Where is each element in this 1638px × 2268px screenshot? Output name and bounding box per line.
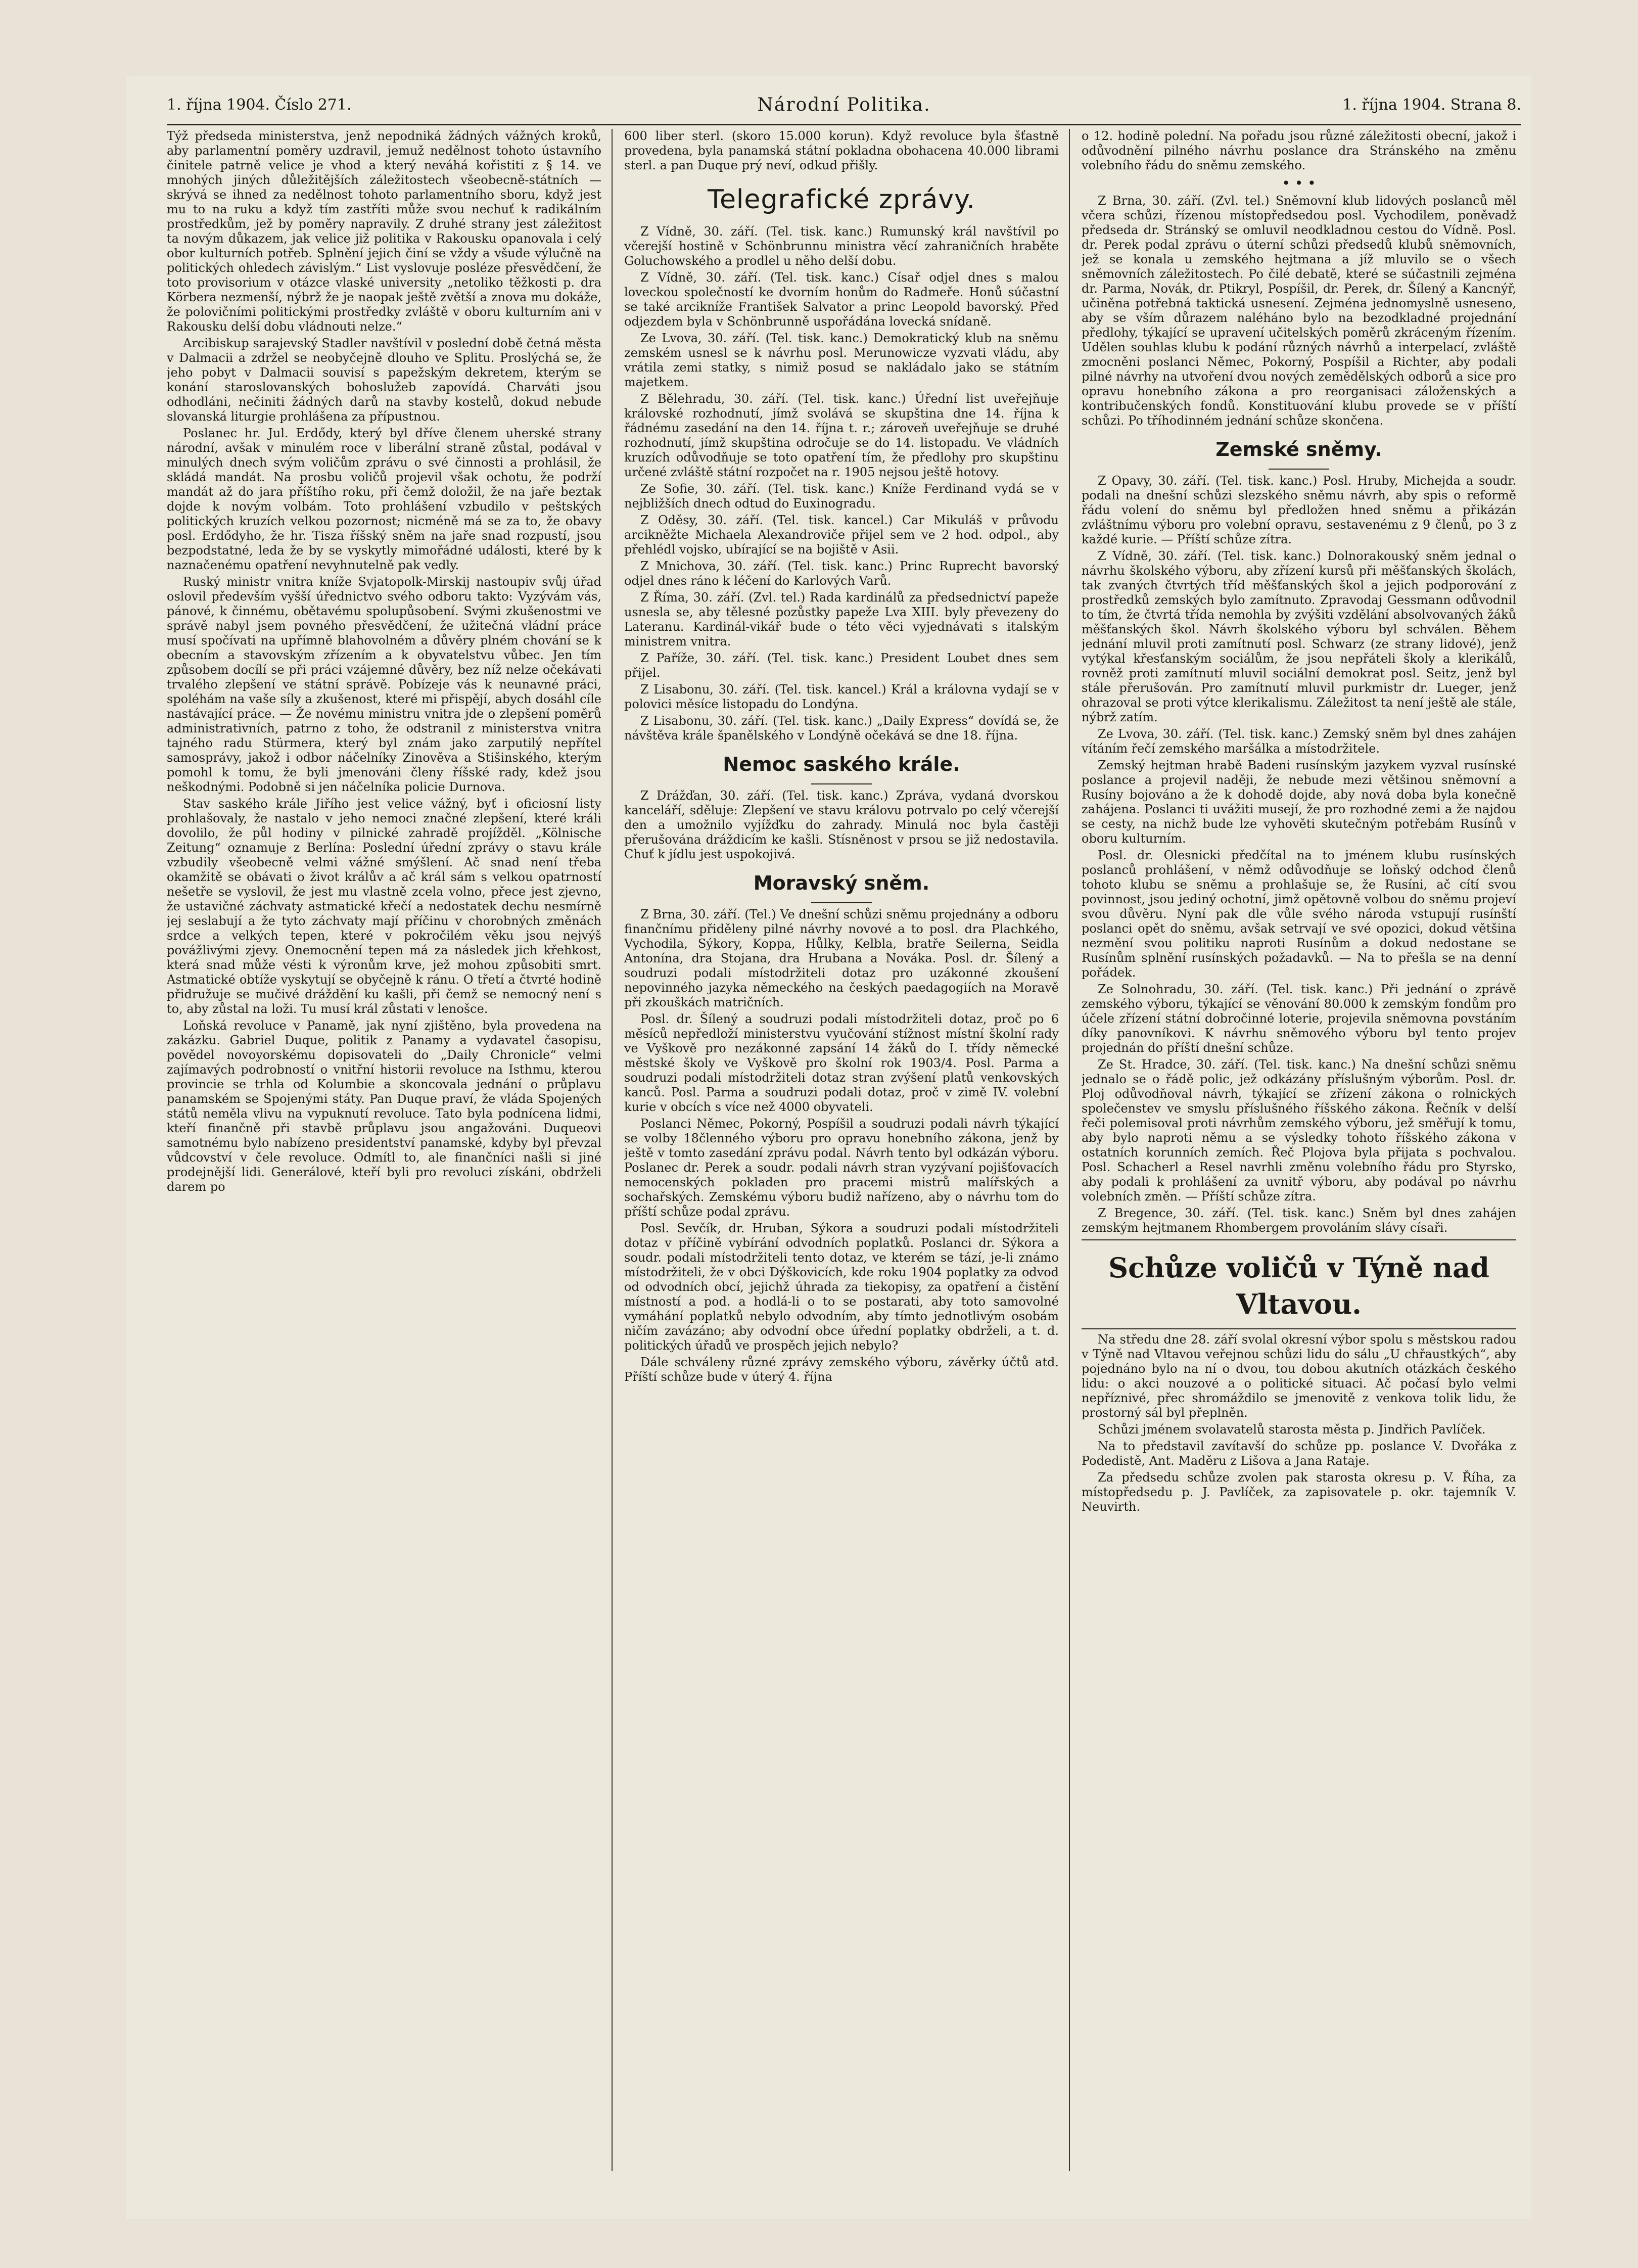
article-paragraph: o 12. hodině polední. Na pořadu jsou různé záležitosti obecní, jakož i odůvodnění pilného návrhu poslance dra Stránského na změnu volebního řádu do sněmu zemského. <box>1082 129 1516 172</box>
news-item: Z Paříže, 30. září. (Tel. tisk. kanc.) President Loubet dnes sem přijel. <box>624 651 1059 680</box>
news-item: Z Vídně, 30. září. (Tel. tisk. kanc.) Císař odjel dnes s malou loveckou společností ke dvorním honům do Radmeře. Honů súčastní se také arcikníže František Salvator a princ Leopold bavorský. Před odjezdem byla v Schönbrunně uspořádána lovecká snídaně. <box>624 270 1059 329</box>
page-header <box>167 91 1521 119</box>
news-item: Ze St. Hradce, 30. září. (Tel. tisk. kanc.) Na dnešní schůzi sněmu jednalo se o řádě polic, jež odkázány příslušným výborům. Posl. dr. Ploj odůvodňoval návrh, týkající se zřízení zákona o rolnických společenstev ve smyslu příslušného říšského zákona. Řečník v delší řeči polemisoval proti návrhům zemského výboru, jež směřují k tomu, aby bylo naproti němu a se výsledky tohoto říšského zákona v ostatních korunních zemích. Řeč Plojova byla přijata s pochvalou. Posl. Schacherl a Resel navrhli změnu volebního řádu pro Styrsko, aby podali k prohlášení za uvnitř výboru, aby podával po návrhu volebních změn. — Příští schůze zítra. <box>1082 1057 1516 1204</box>
newspaper-page <box>126 76 1531 2219</box>
news-item: Z Brna, 30. září. (Tel.) Ve dnešní schůzi sněmu projednány a odboru finančnímu přiděleny pilné návrhy novové a to posl. dra Plachkého, Vychodila, Sýkory, Koppa, Hůlky, Kelbla, bratře Seilerna, Seidla Antonína, dra Stojana, dra Hrubana a Nováka. Posl. dr. Šílený a soudruzi podali místodržiteli dotaz pro uzákonné zkoušení nepovinného jazyka německého na českých paedagogiích na Moravě při zkouškách matričních. <box>624 907 1059 1009</box>
article-paragraph: Ruský ministr vnitra kníže Svjatopolk-Mirskij nastoupiv svůj úřad oslovil především vyšší úřednictvo svého odboru takto: Vyzývám vás, pánové, k činnému, obětavému spolupůsobení. Svými zkušenostmi ve správě nabyl jsem povného přesvědčení, že užitečná vládní práce musí spočívati na upřímně blahovolném a důvěry plném chování se k obecním a stavovským zřízením a k obyvatelstvu vůbec. Jen tím způsobem docílí se při práci vzájemné důvěry, bez níž nelze očekávati trvalého zlepšení ve státní správě. Pobízeje vás k neunavné práci, spoléhám na vaše síly a zkušenost, které mi přispějí, abych dosáhl cíle nastávající práce. — Že novému ministru vnitra jde o zlepšení poměrů administrativních, patrno z toho, že odstranil z ministerstva vnitra tajného radu Stürmera, který byl znám jako zarputilý nepřítel samosprávy, jakož i odbor náčelníky Zinověva a Stišinského, kterým pomohl k tomu, že byli jmenováni členy říšské rady, kdež jsou neškodnými. Podobně si jen náčelníka policie Durnova. <box>167 575 601 794</box>
news-item: Ze Sofie, 30. září. (Tel. tisk. kanc.) Kníže Ferdinand vydá se v nejbližších dnech odtud do Euxinogradu. <box>624 482 1059 511</box>
news-item: Zemský hejtman hrabě Badeni rusínským jazykem vyzval rusínské poslance a projevil naději, že nebude mezi většinou sněmovní a Rusíny bojováno a že k dohodě dojde, aby nová doba byla konečně zahájena. Poslanci ti uvážiti musejí, že pro rozhodné zemi a že najdou se cesty, na nichž bude lze vyhověti skutečným potřebám Rusínů v oboru kulturním. <box>1082 758 1516 846</box>
news-item: Schůzi jménem svolavatelů starosta města p. Jindřich Pavlíček. <box>1098 1422 1486 1437</box>
news-item: Z Mnichova, 30. září. (Tel. tisk. kanc.) Princ Ruprecht bavorský odjel dnes ráno k léčení do Karlových Varů. <box>624 559 1059 588</box>
section-heading-nemoc: Nemoc saského krále. <box>723 753 960 775</box>
column-1 <box>167 129 601 2171</box>
masthead-title: Národní Politika. <box>757 95 931 115</box>
news-item: Ze Solnohradu, 30. září. (Tel. tisk. kanc.) Při jednání o zprávě zemského výboru, týkající se věnování 80.000 k zemským fondům pro účele zřízení státní dobročinné loterie, projevila sněmovna povstáním díky panovníkovi. K návrhu sněmového výboru byl tento projev projednán do příští dnešní schůze. <box>1082 982 1516 1055</box>
news-item: Z Vídně, 30. září. (Tel. tisk. kanc.) Dolnorakouský sněm jednal o návrhu školského výboru, aby zřízení kursů při měšťanských školách, tak zvaných čtvrtých tříd měšťanských škol a jejich podporování z prostředků zemských bylo zamítnuto. Zpravodaj Gessmann odůvodnil to tím, že čtvrtá třída nemohla by zvýšiti vzdělání absolvovaných žáků měšťanských škol. Návrh školského výboru byl schválen. Během jednání mluvil proti zamítnutí posl. Schwarz (ze strany lidové), jenž vytýkal křesťanským sociálům, že jsou nepřáteli školy a klerikálů, rovněž proti zamítnutí mluvil sociální demokrat posl. Seitz, jenž byl stále přerušován. Pro zamítnutí mluvil purkmistr dr. Lueger, jenž ohrazoval se proti výtce klerikalismu. Záležitost ta není ještě ale stále, nýbrž zatím. <box>1082 549 1516 724</box>
news-item: Z Vídně, 30. září. (Tel. tisk. kanc.) Rumunský král navštívil po včerejší hostině v Schönbrunnu ministra věcí zahraničních hraběte Goluchowského a prodlel u něho delší dobu. <box>624 224 1059 268</box>
header-date-issue: 1. října 1904. Číslo 271. <box>167 96 352 114</box>
news-item: Za předsedu schůze zvolen pak starosta okresu p. V. Říha, za místopředsedu p. J. Pavlíček, za zapisovatele p. okr. tajemník V. Neuvirth. <box>1082 1470 1516 1514</box>
section-heading-tyn: Schůze voličů v Týně nad Vltavou. <box>1108 1252 1489 1320</box>
article-paragraph: Týž předseda ministerstva, jenž nepodniká žádných vážných kroků, aby parlamentní poměry uzdravil, jemuž nedělnost tohoto ústavního činitele patrně velice je vhod a který neváhá kořistiti z § 14. ve mnohých jiných důležitějších záležitostech všeobecně-státních — skrývá se ihned za nedělnost tohoto parlamentního sboru, když jest mu to na ruku a když tím zastříti může svou nechuť k radikálním prostředkům, jež by poměry napravily. Z druhé strany jest záležitost ta novým důkazem, jak velice již politika v Rakousku opanovala i celý obor kulturních potřeb. Splnění jejich činí se vždy a všude výlučně na politických ohledech závislým.“ List vyslovuje posléze přesvědčení, že toto provisorium v otázce vlaské university „netoliko těžkosti p. dra Körbera nezmenší, nýbrž že je naopak ještě zvětší a znova mu dokáže, že polovičními politickými prostředky zvláště v oboru kulturním ani v Rakousku delší dobu vládnouti nelze.“ <box>167 129 601 334</box>
news-item: Posl. dr. Šílený a soudruzi podali místodržiteli dotaz, proč po 6 měsíců nepředloží ministerstvu vyučování stížnost místní školní rady ve Vyškově pro nezákonné zapsání 14 žáků do I. třídy německé městské školy ve Vyškově pro školní rok 1903/4. Posl. Parma a soudruzi podali místodržiteli dotaz stran zvýšení platů venkovských kanců. Posl. Parma a soudruzi podali dotaz, proč v zimě IV. volební kurie v obcích s více než 4000 obyvateli. <box>624 1012 1059 1114</box>
article-paragraph: Poslanec hr. Jul. Erdődy, který byl dříve členem uherské strany národní, avšak v minulém roce v liberální straně zůstal, podával v minulých dnech svým voličům zprávu o své činnosti a prohlásil, že skládá mandát. Na prosbu voličů projevil však ochotu, že podrží mandát až do jara příštího roku, při čemž doložil, že na jaře beztak dojde k novým volbám. Toto prohlášení vzbudilo v peštských politických kruzích velkou pozornost; nicméně má se za to, že obavy posl. Erdődyho, že hr. Tisza říšský sněm na jaře snad rozpustí, jsou bezpodstatné, leda že by se vyskytly mimořádné události, které by k naznačenému opatření nevyhnutelně pak vedly. <box>167 426 601 572</box>
header-date-page: 1. října 1904. Strana 8. <box>1342 96 1521 114</box>
column-2 <box>624 129 1059 2171</box>
section-rule <box>1082 1328 1516 1329</box>
column-3 <box>1082 129 1516 2171</box>
article-paragraph: Arcibiskup sarajevský Stadler navštívil v poslední době četná města v Dalmacii a zdržel se neobyčejně dlouho ve Splitu. Proslýchá se, že jeho pobyt v Dalmacii souvisí s papežským dekretem, kterým se konání staroslovanských bohoslužeb zapovídá. Charváti jsou odhodláni, nečiniti žádných darů na stavby kostelů, dokud nebude slovanská liturgie prohlášena za přípustnou. <box>167 336 601 424</box>
section-heading-moravsky: Moravský sněm. <box>753 872 930 894</box>
header-rule <box>167 124 1521 125</box>
news-item: Z Drážďan, 30. září. (Tel. tisk. kanc.) Zpráva, vydaná dvorskou kanceláří, sděluje: Zlepšení ve stavu královu potrvalo po celý včerejší den a umožnilo vyjížďku do zahrady. Minulá noc byla častěji přerušována dráždicím ke kašli. Stísněnost v prsou se již nedostavila. Chuť k jídlu jest uspokojivá. <box>624 789 1059 861</box>
news-item: Dále schváleny různé zprávy zemského výboru, závěrky účtů atd. Příští schůze bude v úterý 4. října <box>624 1355 1059 1384</box>
article-paragraph: Loňská revoluce v Panamě, jak nyní zjištěno, byla provedena na zakázku. Gabriel Duque, politik z Panamy a vydavatel časopisu, povědel novoyorskému dopisovateli do „Daily Chronicle“ velmi zajímavých podrobností o vnitřní historii revoluce na Isthmu, kterou provincie se trhla od Kolumbie a skoncovala jednání o průplavu panamském se Spojenými státy. Pan Duque praví, že vláda Spojených států neměla vlivu na vypuknutí revoluce. Tato byla podnícena lidmi, kteří finančně při stavbě průplavu jsou angažováni. Duqueovi samotnému bylo nabízeno presidentství panamské, kdyby byl převzal vůdcovství v čele revoluce. Odmítl to, ale finančníci našli si jiné prodejnější lidi. Generálové, kteří byli pro revoluci získáni, obdrželi darem po <box>167 1019 601 1194</box>
news-item: Na to představil zavítavší do schůze pp. poslance V. Dvořáka z Podedistě, Ant. Maděru z Lišova a Jana Rataje. <box>1082 1439 1516 1468</box>
news-item: Z Bělehradu, 30. září. (Tel. tisk. kanc.) Úřední list uveřejňuje královské rozhodnutí, jímž svolává se skupština dne 14. října k řádnému zasedání na den 14. října t. r.; zároveň uveřejňuje se druhé rozhodnutí, jímž skupština odročuje se do 14. listopadu. Ve vládních kruzích odůvodňuje se toto opatření tím, že předlohy pro skupštinu určené zvláště státní rozpočet na r. 1905 nejsou ještě hotovy. <box>624 392 1059 479</box>
news-item: Z Opavy, 30. září. (Tel. tisk. kanc.) Posl. Hruby, Michejda a soudr. podali na dnešní schůzi slezského sněmu návrh, aby spis o reformě řádu volení do sněmu byl předložen hned sněmu a přikázán zvláštnímu výboru pro volební opravu, sestavenému z 9 členů, po 3 z každé kurie. — Příští schůze zítra. <box>1082 474 1516 546</box>
section-dots: • • • <box>1282 175 1316 192</box>
news-item: Ze Lvova, 30. září. (Tel. tisk. kanc.) Demokratický klub na sněmu zemském usnesl se k návrhu posl. Merunowicze vyzvati vládu, aby vrátila zemi statky, s nimiž posud se nakládalo jako se státním majetkem. <box>624 331 1059 389</box>
news-item: Posl. dr. Olesnicki předčítal na to jménem klubu rusínských poslanců prohlášení, v němž odůvodňuje se loňský odchod členů tohoto klubu se sněmu a prohlašuje se, že Rusíni, ač cítí svou povinnost, jsou jediný ochotní, jimž opětovně volbou do sněmu projeví svou důvěru. Nyní pak dle vůle svého národa vstupují rusínští poslanci opět do sněmu, avšak setrvají ve své opozici, dokud většina nezmění svou politiku naproti Rusínům a dokud nedostane se Rusínům splnění rusínských požadavků. — Na to přešla se na denní pořádek. <box>1082 848 1516 980</box>
section-heading-zemske: Zemské sněmy. <box>1215 438 1382 460</box>
news-item: Ze Lvova, 30. září. (Tel. tisk. kanc.) Zemský sněm byl dnes zahájen vítáním řečí zemského maršálka a místodržitele. <box>1082 727 1516 756</box>
news-item: Z Říma, 30. září. (Zvl. tel.) Rada kardinálů za předsednictví papeže usnesla se, aby tělesné pozůstky papeže Lva XIII. byly převezeny do Lateranu. Kardinál-vikář bude o této věci vyjednávati s italským ministrem vnitra. <box>624 590 1059 649</box>
news-item: Poslanci Němec, Pokorný, Pospíšil a soudruzi podali návrh týkající se volby 18členného výboru pro opravu honebního zákona, jenž by ještě v tomto zasedání zprávu podal. Návrh tento byl odkázán výboru. Poslanec dr. Perek a soudr. podali návrh stran vyzývaní pojišťovacích nemocenských pokladen pro pracemi mistrů malířských a sochařských. Zemskému výboru budiž nařízeno, aby o návrhu tom do příští schůze podal zprávu. <box>624 1117 1059 1219</box>
news-item: Z Bregence, 30. září. (Tel. tisk. kanc.) Sněm byl dnes zahájen zemským hejtmanem Rhombergem provoláním slávy císaři. <box>1082 1206 1516 1235</box>
column-divider <box>612 129 613 2171</box>
article-paragraph: Stav saského krále Jiřího jest velice vážný, byť i oficiosní listy prohlašovaly, že nastalo v jeho nemoci značné zlepšení, které králi dovolilo, že půl hodiny v pilnické zahradě projížděl. „Kölnische Zeitung“ oznamuje z Berlína: Poslední úřední zprávy o stavu krále vzbudily všeobecně velmi vážné smýšlení. Ač snad není třeba okamžitě se obávati o život králův a ač král sám s velkou opatrností nešetře se vyslovil, že jest mu vlastně zcela volno, přece jest zjevno, že ustavičné záchvaty astmatické křečí a nedostatek dechu nesmírně jej seslabují a že tyto záchvaty mají příčinu v chorobných změnách srdce a velkých tepen, které v pokročilém věku jsou nejvýš povážlivými zjevy. Onemocnění tepen má za následek jich křehkost, která snad může vésti k výronům krve, jež mohou způsobiti smrt. Astmatické obtíže vyskytují se obyčejně k ránu. O třetí a čtvrté hodině přidružuje se mučivé dráždění ku kašli, při čemž se nemocný není s to, aby zůstal na loži. Tu musí král zůstati v lenošce. <box>167 797 601 1016</box>
news-item: Na středu dne 28. září svolal okresní výbor spolu s městskou radou v Týně nad Vltavou veřejnou schůzi lidu do sálu „U chřaustkých“, aby pojednáno bylo na ní o dvou, tou dobou akutních otázkách českého lidu: o akci nouzové a o politické situaci. Ač počasí bylo velmi nepříznivé, přec shromáždilo se jmenovitě z venkova tolik lidu, že prostorný sál byl přeplněn. <box>1082 1332 1516 1420</box>
news-item: Posl. Sevčík, dr. Hruban, Sýkora a soudruzi podali místodržiteli dotaz v příčině vybírání odvodních poplatků. Poslanci dr. Sýkora a soudr. podali místodržiteli tento dotaz, ve kterém se tází, je-li známo místodržiteli, že v obci Dýškovicích, kde roku 1904 poplatky za odvod od odvodních obcí, jejichž úhrada za tiekopisy, za opatření a čistění místností a pod. a hodlá-li o to se postarati, aby toto samovolné vymáhání poplatků nebylo odvodním, aby tímto jednotlivým osobám ničím zavázáno; aby odvodní obce úřední poplatky obdrželi, a t. d. politických úřadů ve prospěch jejich nebylo? <box>624 1221 1059 1353</box>
news-item: Z Oděsy, 30. září. (Tel. tisk. kancel.) Car Mikuláš v průvodu arcikněžte Michaela Alexandroviče přijel sem ve 2 hod. odpol., aby přehlédl vojsko, ubírající se na bojiště v Asii. <box>624 513 1059 557</box>
section-rule <box>1082 1239 1516 1240</box>
column-divider <box>1069 129 1070 2171</box>
news-item: Z Lisabonu, 30. září. (Tel. tisk. kanc.) „Daily Express“ dovídá se, že návštěva krále španělského v Londýně očekává se dne 18. října. <box>624 714 1059 743</box>
news-item: Z Lisabonu, 30. září. (Tel. tisk. kancel.) Král a královna vydají se v polovici měsíce listopadu do Londýna. <box>624 682 1059 711</box>
heading-underline <box>811 902 872 903</box>
article-paragraph: 600 liber sterl. (skoro 15.000 korun). Když revoluce byla šťastně provedena, byla panamská státní pokladna obohacena 40.000 librami sterl. a pan Duque prý neví, odkud přišly. <box>624 129 1059 172</box>
heading-underline <box>811 783 872 784</box>
news-item: Z Brna, 30. září. (Zvl. tel.) Sněmovní klub lidových poslanců měl včera schůzi, řízenou místopředsedou posl. Vychodilem, poněvadž předseda dr. Stránský se omluvil neodkladnou cestou do Vídně. Posl. dr. Perek podal zprávu o úterní schůzi předsedů klubů sněmovních, jež se konala u zemského hejtmana a jíž mluvilo se o všech sněmovních záležitostech. Po čilé debatě, které se súčastnili zejména dr. Parma, Novák, dr. Ptikryl, Pospíšil, dr. Perek, dr. Šílený a Kancnýř, učiněna potřebná taktická usnesení. Zejména jednomyslně usneseno, aby se vším důrazem naléháno bylo na bezodkladné projednání předlohy, týkající se upravení učitelských poměrů zkráceným řízením. Udělen souhlas klubu k podání různých návrhů a interpelací, zvláště zmocněni poslanci Němec, Pokorný, Pospíšil a Richter, aby podali pilné návrhy na utvoření dvou nových zemědělských odborů a sice pro opravu honebního zákona a pro reorganisaci záloženských a kontribučenských fondů. Konstituování klubu provede se v příští schůzi. Po tříhodinném jednání schůze skončena. <box>1082 194 1516 428</box>
heading-underline <box>1269 469 1329 470</box>
section-heading-telegraf: Telegrafické zprávy. <box>708 184 975 215</box>
